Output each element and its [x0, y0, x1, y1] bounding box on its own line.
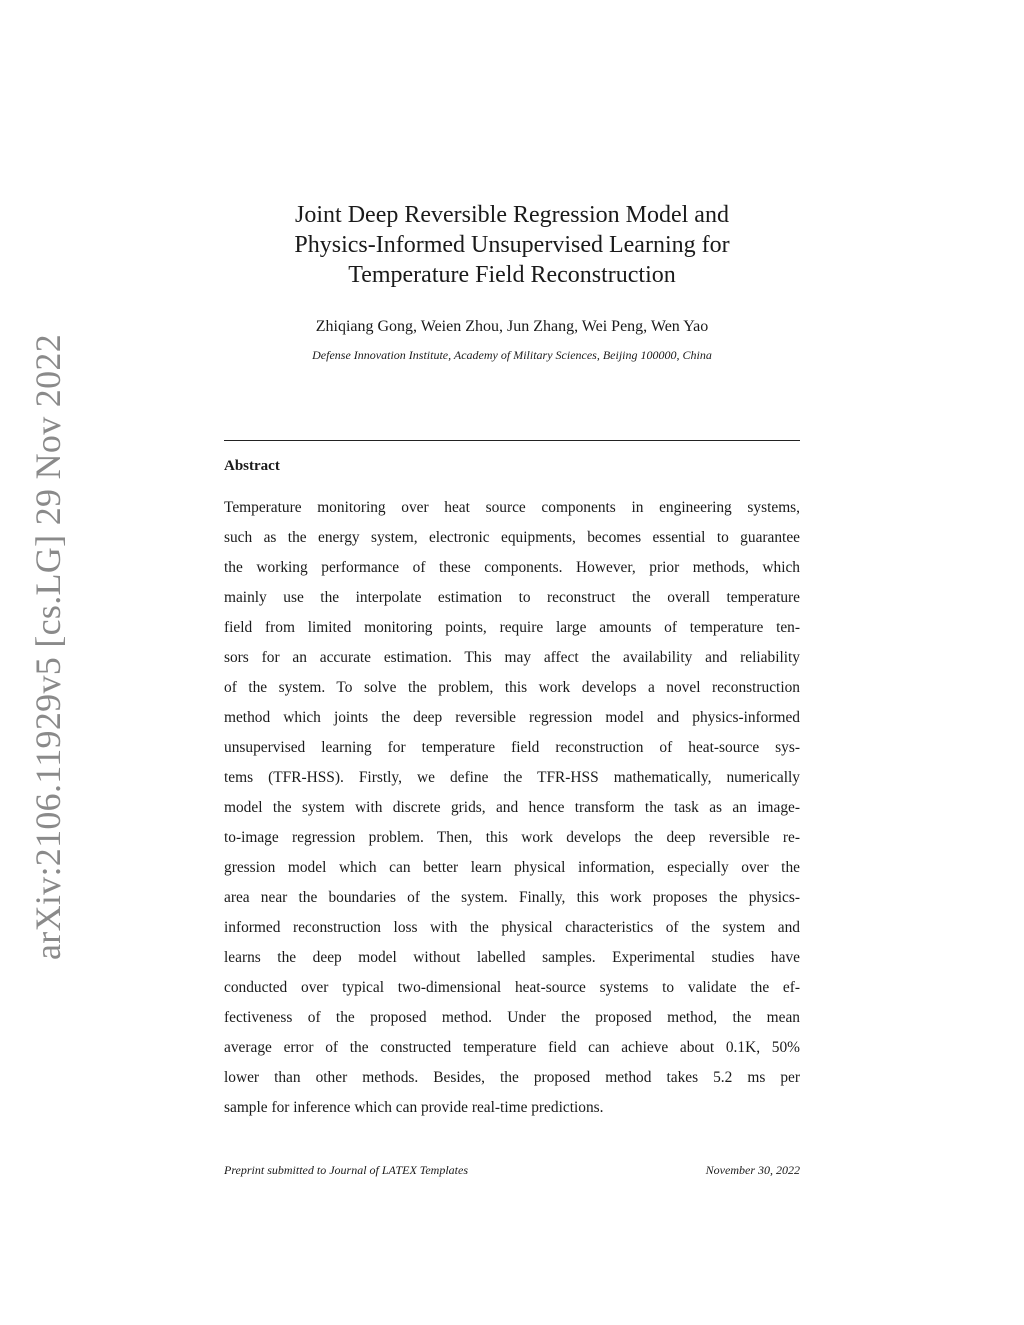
- section-divider: [224, 440, 800, 441]
- abstract-line: learns the deep model without labelled samples. Experimental studies have: [224, 949, 800, 966]
- abstract-line: informed reconstruction loss with the physical characteristics of the system and: [224, 919, 800, 936]
- abstract-line: such as the energy system, electronic equipments, becomes essential to guarantee: [224, 529, 800, 546]
- abstract-heading: Abstract: [224, 458, 280, 474]
- abstract-line: unsupervised learning for temperature field reconstruction of heat-source sys-: [224, 739, 800, 756]
- preprint-date: November 30, 2022: [705, 1163, 800, 1177]
- abstract-line: model the system with discrete grids, and hence transform the task as an image-: [224, 799, 800, 816]
- abstract-line: to-image regression problem. Then, this work develops the deep reversible re-: [224, 829, 800, 846]
- abstract-line: conducted over typical two-dimensional heat-source systems to validate the ef-: [224, 979, 800, 996]
- abstract-line: sample for inference which can provide real-time predictions.: [224, 1099, 604, 1116]
- abstract-line: the working performance of these components. However, prior methods, which: [224, 559, 800, 576]
- preprint-note: Preprint submitted to Journal of LATEX Templates: [224, 1163, 469, 1177]
- arxiv-identifier-stamp: arXiv:2106.11929v5 [cs.LG] 29 Nov 2022: [28, 334, 68, 960]
- abstract-line: area near the boundaries of the system. Finally, this work proposes the physics-: [224, 889, 800, 906]
- abstract-line: method which joints the deep reversible regression model and physics-informed: [224, 709, 800, 726]
- abstract-line: of the system. To solve the problem, this work develops a novel reconstruction: [224, 679, 800, 696]
- title-line: Joint Deep Reversible Regression Model and: [295, 202, 729, 228]
- paper-title: [224, 200, 800, 290]
- author-affiliation: Defense Innovation Institute, Academy of Military Sciences, Beijing 100000, China: [312, 348, 712, 362]
- abstract-line: lower than other methods. Besides, the proposed method takes 5.2 ms per: [224, 1069, 800, 1086]
- abstract-line: gression model which can better learn physical information, especially over the: [224, 859, 800, 876]
- abstract-line: mainly use the interpolate estimation to reconstruct the overall temperature: [224, 589, 800, 606]
- abstract-line: fectiveness of the proposed method. Under the proposed method, the mean: [224, 1009, 800, 1026]
- abstract-line: field from limited monitoring points, require large amounts of temperature ten-: [224, 619, 800, 636]
- title-line: Physics-Informed Unsupervised Learning for: [294, 232, 730, 258]
- abstract-line: average error of the constructed temperature field can achieve about 0.1K, 50%: [224, 1039, 800, 1056]
- title-line: Temperature Field Reconstruction: [348, 262, 676, 288]
- author-list: Zhiqiang Gong, Weien Zhou, Jun Zhang, Wei Peng, Wen Yao: [315, 318, 709, 335]
- abstract-line: tems (TFR-HSS). Firstly, we define the TFR-HSS mathematically, numerically: [224, 769, 800, 786]
- abstract-body: [224, 493, 800, 1123]
- abstract-line: Temperature monitoring over heat source components in engineering systems,: [224, 499, 800, 516]
- abstract-line: sors for an accurate estimation. This may affect the availability and reliability: [224, 649, 800, 666]
